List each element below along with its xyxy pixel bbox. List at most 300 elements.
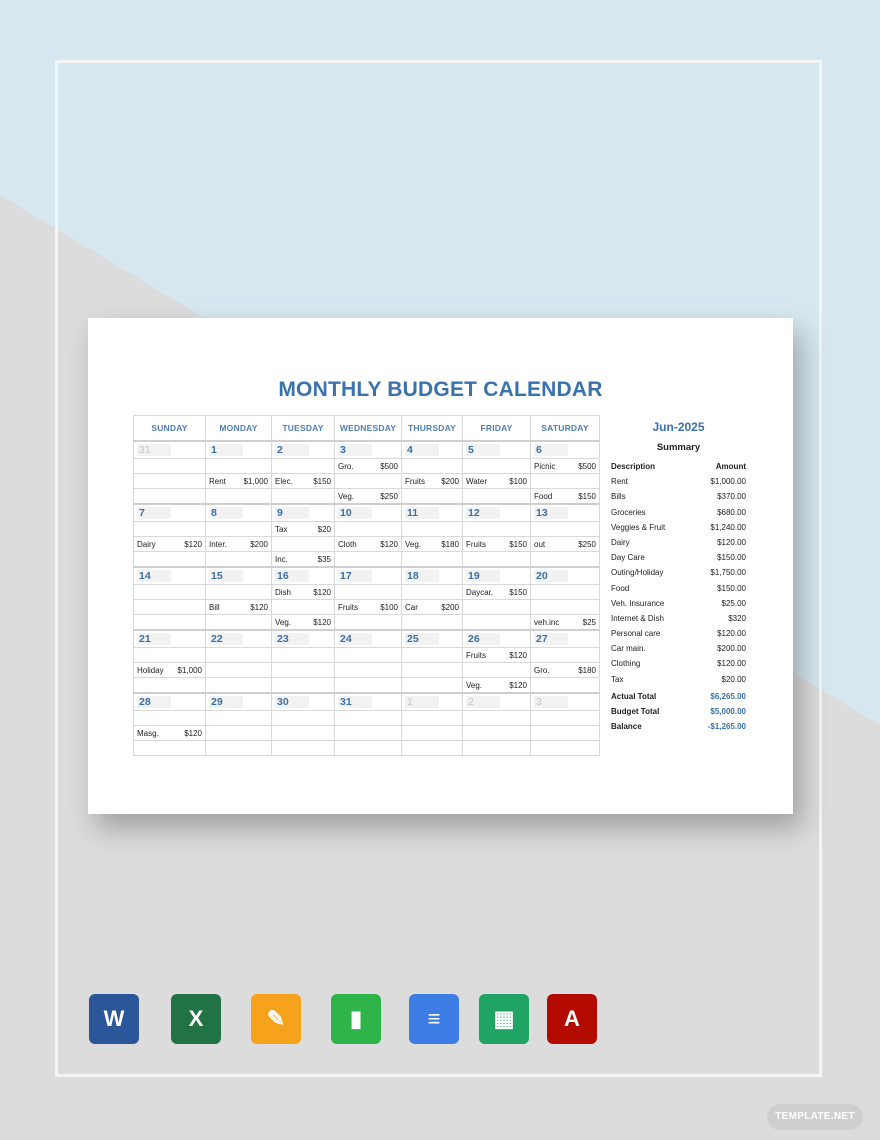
expense-entry [338, 540, 398, 549]
date-number: 12 [466, 507, 500, 519]
date-number: 6 [534, 444, 568, 456]
expense-entry [338, 492, 398, 501]
summary-row [611, 656, 746, 671]
summary-amount: $5,000.00 [710, 707, 746, 716]
expense-entry [209, 603, 268, 612]
calendar-date-cell[interactable] [531, 567, 600, 585]
expense-label: Veg. [338, 491, 355, 501]
calendar-date-cell[interactable] [206, 630, 272, 648]
date-number: 1 [209, 444, 243, 456]
expense-label: Dish [275, 587, 292, 597]
calendar-entry-cell[interactable] [272, 663, 335, 678]
calendar-date-cell[interactable] [531, 630, 600, 648]
expense-entry [466, 681, 527, 690]
summary-row [611, 535, 746, 550]
calendar-entry-cell[interactable] [402, 711, 463, 726]
summary-desc: Budget Total [611, 707, 660, 716]
word-icon[interactable]: W [89, 994, 139, 1044]
expense-label: Daycar. [466, 587, 494, 597]
calendar-date-cell[interactable] [272, 567, 335, 585]
calendar-entry-cell[interactable] [463, 459, 531, 474]
expense-label: Picnic [534, 461, 556, 471]
date-number: 21 [137, 633, 171, 645]
summary-row [611, 672, 746, 687]
expense-label: Cloth [338, 539, 357, 549]
calendar-date-cell[interactable] [402, 630, 463, 648]
calendar-date-cell[interactable] [531, 693, 600, 711]
calendar-entry-cell[interactable] [272, 552, 335, 568]
calendar-row [134, 459, 600, 474]
summary-desc: Veh. Insurance [611, 598, 665, 608]
calendar-entry-cell[interactable] [206, 459, 272, 474]
expense-entry [534, 462, 596, 471]
summary-row [611, 505, 746, 520]
calendar-entry-cell[interactable] [206, 552, 272, 568]
calendar-entry-cell[interactable] [531, 711, 600, 726]
day-header-friday: FRIDAY [463, 416, 531, 442]
calendar-entry-cell[interactable] [402, 678, 463, 694]
calendar-entry-cell[interactable] [402, 615, 463, 631]
calendar-entry-cell[interactable] [402, 585, 463, 600]
calendar-date-cell[interactable] [206, 441, 272, 459]
google-docs-icon[interactable]: ≡ [409, 994, 459, 1044]
calendar-date-cell[interactable] [134, 504, 206, 522]
calendar-row [134, 522, 600, 537]
calendar-date-cell[interactable] [463, 567, 531, 585]
expense-amount: $120 [313, 587, 331, 597]
summary-row [611, 581, 746, 596]
expense-amount: $120 [184, 539, 202, 549]
expense-amount: $500 [380, 461, 398, 471]
calendar-entry-cell[interactable] [402, 552, 463, 568]
calendar-row [134, 504, 600, 522]
summary-desc: Rent [611, 477, 628, 487]
calendar-entry-cell[interactable] [206, 600, 272, 615]
calendar-entry-cell[interactable] [335, 741, 402, 756]
calendar-entry-cell[interactable] [134, 552, 206, 568]
summary-amount: $120.00 [717, 659, 746, 669]
date-number: 25 [405, 633, 439, 645]
calendar-row [134, 678, 600, 694]
calendar-date-cell[interactable] [134, 441, 206, 459]
calendar-entry-cell[interactable] [463, 552, 531, 568]
summary-amount: $150.00 [717, 553, 746, 563]
date-number: 13 [534, 507, 568, 519]
summary-row [611, 641, 746, 656]
date-number: 5 [466, 444, 500, 456]
expense-entry [137, 666, 202, 675]
summary-month: Jun-2025 [652, 420, 705, 434]
calendar-entry-cell[interactable] [531, 615, 600, 631]
calendar-entry-cell[interactable] [335, 474, 402, 489]
calendar-table [133, 415, 600, 756]
calendar-date-cell[interactable] [402, 567, 463, 585]
expense-label: Gro. [338, 461, 354, 471]
expense-amount: $250 [578, 539, 596, 549]
date-number: 14 [137, 570, 171, 582]
calendar-entry-cell[interactable] [335, 726, 402, 741]
calendar-entry-cell[interactable] [335, 537, 402, 552]
expense-amount: $150 [313, 476, 331, 486]
calendar-date-cell[interactable] [402, 693, 463, 711]
expense-entry [466, 588, 527, 597]
calendar-row [134, 441, 600, 459]
date-number: 1 [405, 696, 439, 708]
date-number: 29 [209, 696, 243, 708]
expense-label: Inc. [275, 554, 288, 564]
expense-entry [534, 666, 596, 675]
calendar-date-cell[interactable] [335, 693, 402, 711]
calendar-date-cell[interactable] [134, 693, 206, 711]
calendar-entry-cell[interactable] [206, 474, 272, 489]
expense-entry [275, 555, 331, 564]
calendar-entry-cell[interactable] [272, 741, 335, 756]
expense-amount: $35 [317, 554, 331, 564]
summary-title: Summary [656, 442, 701, 453]
expense-label: Fruits [405, 476, 425, 486]
calendar-date-cell[interactable] [463, 693, 531, 711]
calendar-entry-cell[interactable] [463, 489, 531, 505]
expense-label: Masg. [137, 728, 159, 738]
calendar-entry-cell[interactable] [531, 474, 600, 489]
calendar-row [134, 537, 600, 552]
calendar-entry-cell[interactable] [531, 522, 600, 537]
date-number: 2 [275, 444, 309, 456]
calendar-row [134, 567, 600, 585]
calendar-row [134, 726, 600, 741]
calendar-entry-cell[interactable] [335, 648, 402, 663]
calendar-date-cell[interactable] [531, 441, 600, 459]
expense-label: Dairy [137, 539, 156, 549]
calendar-entry-cell[interactable] [206, 522, 272, 537]
calendar-entry-cell[interactable] [134, 459, 206, 474]
summary-row [611, 489, 746, 504]
expense-label: Rent [209, 476, 226, 486]
summary-total-row [611, 704, 746, 719]
calendar-entry-cell[interactable] [463, 600, 531, 615]
date-number: 4 [405, 444, 439, 456]
calendar-date-cell[interactable] [335, 567, 402, 585]
calendar-entry-cell[interactable] [206, 489, 272, 505]
expense-amount: $25 [582, 617, 596, 627]
calendar-entry-cell[interactable] [335, 678, 402, 694]
expense-label: veh.inc [534, 617, 560, 627]
summary-desc: Personal care [611, 629, 661, 639]
calendar-date-cell[interactable] [335, 504, 402, 522]
calendar-entry-cell[interactable] [272, 522, 335, 537]
expense-amount: $120 [184, 728, 202, 738]
calendar-entry-cell[interactable] [402, 600, 463, 615]
date-number: 24 [338, 633, 372, 645]
calendar-date-cell[interactable] [463, 504, 531, 522]
calendar-entry-cell[interactable] [206, 585, 272, 600]
calendar-entry-cell[interactable] [335, 600, 402, 615]
expense-label: Fruits [466, 539, 486, 549]
expense-entry [405, 603, 459, 612]
calendar-entry-cell[interactable] [463, 537, 531, 552]
page-title: MONTHLY BUDGET CALENDAR [278, 378, 603, 401]
calendar-entry-cell[interactable] [272, 678, 335, 694]
expense-label: Holiday [137, 665, 164, 675]
calendar-row [134, 711, 600, 726]
expense-entry [466, 651, 527, 660]
summary-row [611, 611, 746, 626]
calendar-entry-cell[interactable] [531, 552, 600, 568]
date-number: 3 [338, 444, 372, 456]
expense-label: Elec. [275, 476, 293, 486]
expense-label: Inter. [209, 539, 227, 549]
calendar-entry-cell[interactable] [402, 537, 463, 552]
expense-label: Veg. [405, 539, 422, 549]
date-number: 30 [275, 696, 309, 708]
calendar-entry-cell[interactable] [402, 726, 463, 741]
calendar-entry-cell[interactable] [272, 537, 335, 552]
calendar-entry-cell[interactable] [272, 474, 335, 489]
calendar-date-cell[interactable] [272, 441, 335, 459]
calendar-row [134, 615, 600, 631]
calendar-entry-cell[interactable] [272, 459, 335, 474]
calendar-entry-cell[interactable] [272, 489, 335, 505]
calendar-entry-cell[interactable] [134, 741, 206, 756]
calendar-entry-cell[interactable] [463, 585, 531, 600]
expense-entry [137, 729, 202, 738]
day-header-sunday: SUNDAY [134, 416, 206, 442]
calendar-entry-cell[interactable] [402, 474, 463, 489]
summary-amount: $1,240.00 [710, 522, 746, 532]
calendar-entry-cell[interactable] [463, 711, 531, 726]
calendar-entry-cell[interactable] [206, 648, 272, 663]
expense-label: Fruits [466, 650, 486, 660]
calendar-row [134, 648, 600, 663]
summary-desc: Bills [611, 492, 626, 502]
summary-row [611, 520, 746, 535]
calendar-date-cell[interactable] [463, 630, 531, 648]
calendar-date-cell[interactable] [402, 441, 463, 459]
calendar-entry-cell[interactable] [463, 663, 531, 678]
calendar-entry-cell[interactable] [402, 459, 463, 474]
expense-amount: $100 [509, 476, 527, 486]
expense-label: Bill [209, 602, 220, 612]
excel-icon[interactable]: X [171, 994, 221, 1044]
calendar-date-cell[interactable] [335, 630, 402, 648]
calendar-row [134, 663, 600, 678]
pages-icon[interactable]: ✎ [251, 994, 301, 1044]
calendar-entry-cell[interactable] [335, 585, 402, 600]
expense-entry [534, 618, 596, 627]
day-header-thursday: THURSDAY [402, 416, 463, 442]
numbers-icon[interactable]: ▮ [331, 994, 381, 1044]
google-sheets-icon[interactable]: ▦ [479, 994, 529, 1044]
calendar-row [134, 489, 600, 505]
calendar-entry-cell[interactable] [134, 522, 206, 537]
summary-total-row [611, 689, 746, 704]
calendar-date-cell[interactable] [335, 441, 402, 459]
calendar-entry-cell[interactable] [335, 663, 402, 678]
summary-amount: $25.00 [721, 598, 746, 608]
calendar-date-cell[interactable] [134, 567, 206, 585]
calendar-row [134, 693, 600, 711]
summary-amount: $150.00 [717, 583, 746, 593]
expense-amount: $180 [441, 539, 459, 549]
date-number: 16 [275, 570, 309, 582]
calendar-entry-cell[interactable] [272, 615, 335, 631]
calendar-date-cell[interactable] [272, 630, 335, 648]
calendar-entry-cell[interactable] [463, 741, 531, 756]
calendar-entry-cell[interactable] [134, 474, 206, 489]
calendar-entry-cell[interactable] [134, 489, 206, 505]
calendar-date-cell[interactable] [463, 441, 531, 459]
summary-amount: -$1,265.00 [707, 722, 746, 732]
calendar-entry-cell[interactable] [272, 648, 335, 663]
summary-amount: $370.00 [717, 492, 746, 502]
expense-label: Water [466, 476, 488, 486]
date-number: 23 [275, 633, 309, 645]
calendar-entry-cell[interactable] [134, 711, 206, 726]
calendar-date-cell[interactable] [206, 504, 272, 522]
watermark: TEMPLATE.NET [767, 1104, 863, 1130]
calendar-entry-cell[interactable] [206, 678, 272, 694]
expense-amount: $120 [250, 602, 268, 612]
calendar-date-cell[interactable] [402, 504, 463, 522]
calendar-entry-cell[interactable] [463, 474, 531, 489]
calendar-entry-cell[interactable] [402, 522, 463, 537]
summary-desc: Veggies & Fruit [611, 522, 666, 532]
expense-amount: $20 [317, 524, 331, 534]
expense-entry [137, 540, 202, 549]
calendar-entry-cell[interactable] [335, 522, 402, 537]
expense-entry [534, 540, 596, 549]
expense-entry [466, 540, 527, 549]
calendar-entry-cell[interactable] [134, 678, 206, 694]
date-number: 28 [137, 696, 171, 708]
calendar-entry-cell[interactable] [206, 726, 272, 741]
calendar-entry-cell[interactable] [206, 741, 272, 756]
calendar-entry-cell[interactable] [134, 648, 206, 663]
summary-total-row [611, 719, 746, 734]
date-number: 10 [338, 507, 372, 519]
calendar-entry-cell[interactable] [531, 648, 600, 663]
calendar-date-cell[interactable] [206, 693, 272, 711]
calendar-entry-cell[interactable] [134, 537, 206, 552]
calendar-entry-cell[interactable] [463, 615, 531, 631]
calendar-entry-cell[interactable] [335, 552, 402, 568]
calendar-entry-cell[interactable] [134, 726, 206, 741]
expense-label: Fruits [338, 602, 358, 612]
date-number: 26 [466, 633, 500, 645]
calendar-entry-cell[interactable] [531, 600, 600, 615]
calendar-entry-cell[interactable] [134, 663, 206, 678]
calendar-entry-cell[interactable] [206, 615, 272, 631]
calendar-entry-cell[interactable] [134, 585, 206, 600]
date-number: 7 [137, 507, 171, 519]
calendar-date-cell[interactable] [134, 630, 206, 648]
summary-desc: Food [611, 583, 630, 593]
summary-desc: Day Care [611, 553, 645, 563]
calendar-entry-cell[interactable] [531, 726, 600, 741]
expense-amount: $250 [380, 491, 398, 501]
calendar-entry-cell[interactable] [272, 711, 335, 726]
expense-label: Veg. [275, 617, 292, 627]
calendar-entry-cell[interactable] [335, 489, 402, 505]
date-number: 11 [405, 507, 439, 519]
expense-label: Car [405, 602, 418, 612]
calendar-entry-cell[interactable] [531, 678, 600, 694]
day-header-saturday: SATURDAY [531, 416, 600, 442]
expense-entry [209, 477, 268, 486]
calendar-date-cell[interactable] [272, 504, 335, 522]
calendar-row [134, 741, 600, 756]
acrobat-icon[interactable]: A [547, 994, 597, 1044]
calendar-entry-cell[interactable] [134, 615, 206, 631]
summary-row [611, 565, 746, 580]
summary-desc: Clothing [611, 659, 641, 669]
day-header-tuesday: TUESDAY [272, 416, 335, 442]
calendar-entry-cell[interactable] [335, 711, 402, 726]
calendar-entry-cell[interactable] [463, 522, 531, 537]
expense-amount: $200 [250, 539, 268, 549]
summary-amount: $680.00 [717, 507, 746, 517]
expense-amount: $1,000 [243, 476, 268, 486]
calendar-entry-cell[interactable] [402, 741, 463, 756]
expense-amount: $120 [509, 680, 527, 690]
calendar-entry-cell[interactable] [335, 615, 402, 631]
calendar-date-cell[interactable] [206, 567, 272, 585]
calendar-entry-cell[interactable] [206, 537, 272, 552]
calendar-entry-cell[interactable] [463, 648, 531, 663]
expense-entry [275, 525, 331, 534]
calendar-entry-cell[interactable] [531, 459, 600, 474]
calendar-date-cell[interactable] [531, 504, 600, 522]
summary-amount: $1,750.00 [710, 568, 746, 578]
calendar-entry-cell[interactable] [531, 663, 600, 678]
summary-desc: Dairy [611, 537, 630, 547]
calendar-entry-cell[interactable] [272, 600, 335, 615]
calendar-entry-cell[interactable] [463, 726, 531, 741]
calendar-entry-cell[interactable] [402, 663, 463, 678]
day-header-wednesday: WEDNESDAY [335, 416, 402, 442]
summary-row [611, 550, 746, 565]
expense-label: Tax [275, 524, 288, 534]
calendar-row [134, 585, 600, 600]
expense-entry [405, 540, 459, 549]
expense-amount: $100 [380, 602, 398, 612]
calendar-entry-cell[interactable] [206, 711, 272, 726]
calendar-entry-cell[interactable] [272, 726, 335, 741]
summary-amount: $320 [728, 613, 746, 623]
expense-amount: $120 [313, 617, 331, 627]
summary-desc: Outing/Holiday [611, 568, 664, 578]
date-number: 15 [209, 570, 243, 582]
calendar-entry-cell[interactable] [272, 585, 335, 600]
calendar-entry-cell[interactable] [531, 741, 600, 756]
calendar-entry-cell[interactable] [531, 489, 600, 505]
date-number: 3 [534, 696, 568, 708]
date-number: 18 [405, 570, 439, 582]
summary-col-amount: Amount [715, 462, 746, 471]
calendar-entry-cell[interactable] [402, 489, 463, 505]
calendar-entry-cell[interactable] [402, 648, 463, 663]
calendar-entry-cell[interactable] [531, 537, 600, 552]
expense-amount: $1,000 [177, 665, 202, 675]
calendar-entry-cell[interactable] [134, 600, 206, 615]
calendar-date-cell[interactable] [272, 693, 335, 711]
expense-label: Veg. [466, 680, 483, 690]
summary-desc: Car main. [611, 644, 646, 654]
calendar-entry-cell[interactable] [531, 585, 600, 600]
calendar-entry-cell[interactable] [206, 663, 272, 678]
calendar-entry-cell[interactable] [463, 678, 531, 694]
calendar-entry-cell[interactable] [335, 459, 402, 474]
